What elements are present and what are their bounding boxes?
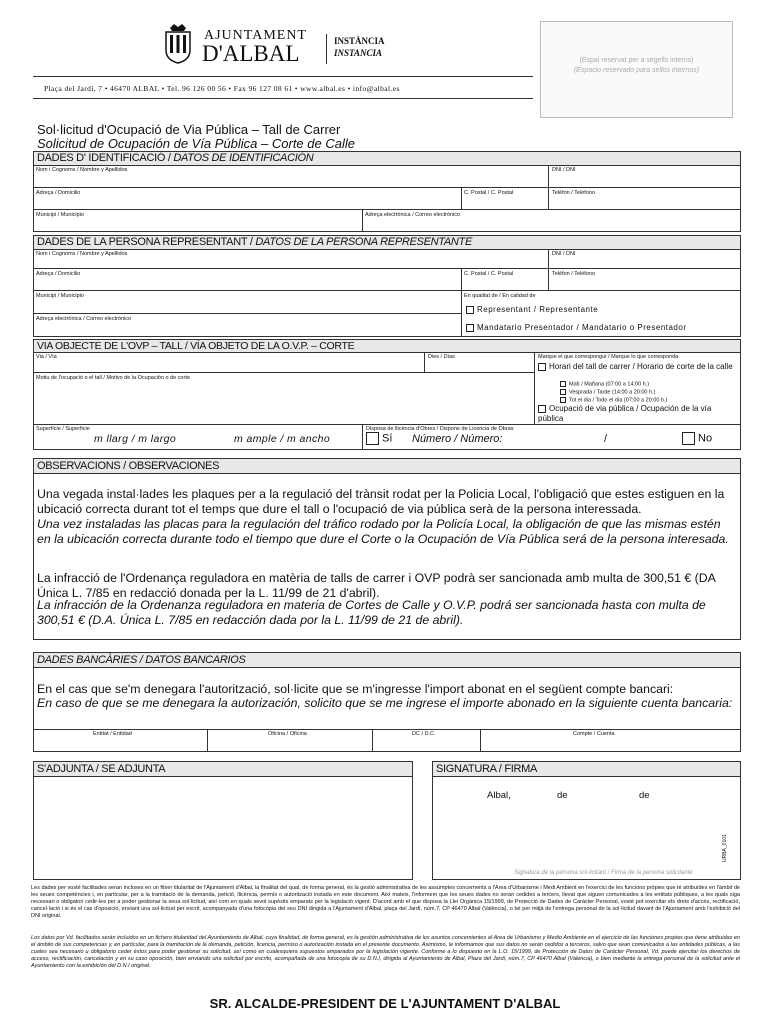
email-field[interactable]: Adreça electrònica / Correo electrónico (365, 212, 461, 218)
form-title-ca: Sol·licitud d'Ocupació de Via Pública – Tall de Carrer (37, 122, 341, 137)
option-morning[interactable]: Matí / Mañana (07:00 a 14:00 h.) (560, 381, 649, 387)
length-field[interactable]: m llarg / m largo (94, 433, 177, 445)
option-afternoon[interactable]: Vesprada / Tarde (14:00 a 20:00 h.) (560, 389, 655, 395)
grid-line (372, 729, 373, 752)
option-license-no[interactable]: No (682, 432, 712, 445)
address-rule (33, 76, 533, 77)
grid-line (461, 187, 462, 209)
name-field[interactable]: Nom i Cognoms / Nombre y Apellidos (36, 167, 128, 173)
legal-text-es: Los datos por Vd. facilitados serán incluidos en un fichero titularidad del Ayuntamiento de Albal, cuya finalidad, de forma general, es la gestión administrativa de los asuntos concernientes al Área de Urbanismo y Medio Ambiente en el ejercicio de las funciones propias que tiene atribuidas en el ámbito de sus competencias y, en particular, para la tramitación de la demanda, petición, licencia, permiso o autorización instada en el presente documento. Asimismo, le informamos que sus datos no serán cedidos a terceros, salvo que sean comunicados a las entidades públicas, a las cuales sea necesario u obligatorio ceder éstos para poder gestionar su solicitud, así como en cualesquiera supuestos amparados por la legislación vigente. Conforme a lo dispuesto en la L.O. 15/1999, de Protección de Datos de Carácter Personal, Vd. puede ejercitar los derechos de acceso, rectificación, cancelación y en su caso oposición, bien enviando una solicitud por escrito, acompañada de una fotocopia de su D.N.I, dirigida al Ayuntamiento de Albal, Plaza del Jardí, núm.7, CP 46470 Albal (Valencia), o bien mediante la entrega personal de la solicitud ante el Ayuntamiento con la exhibición del D.N.I original. (31, 935, 740, 969)
license-number-field[interactable]: Número / Número: (412, 433, 503, 445)
bank-dc-field[interactable]: DC / D.C. (412, 731, 436, 737)
rep-email-field[interactable]: Adreça electrònica / Correo electrónico (36, 316, 132, 322)
bank-entity-field[interactable]: Entitat / Entidad (93, 731, 132, 737)
grid-line (548, 165, 549, 209)
rep-capacity-label: En qualitat de / En calidad de (464, 293, 536, 299)
reason-field[interactable]: Motiu de l'ocupació o el tall / Motivo de la Ocupación o de corte (36, 375, 190, 381)
postal-code-field[interactable]: C. Postal / C. Postal (464, 190, 514, 196)
license-number-slash: / (604, 433, 608, 445)
phone-field[interactable]: Telèfon / Teléfono (552, 190, 596, 196)
attached-box[interactable] (33, 776, 413, 880)
grid-line (362, 424, 363, 450)
signature-place: Albal, (487, 790, 511, 801)
checkbox[interactable] (466, 324, 474, 332)
option-representant[interactable]: Representant / Representante (466, 305, 598, 314)
org-name-line1: AJUNTAMENT (204, 28, 307, 43)
street-field[interactable]: Via / Vía (36, 354, 57, 360)
instancia-es: INSTANCIA (334, 48, 383, 58)
section-signature-header: SIGNATURA / FIRMA (432, 761, 741, 777)
section-identification-header: DADES D' IDENTIFICACIÓ / DATOS DE IDENTIFICACIÓN (33, 151, 741, 166)
grid-line (207, 729, 208, 752)
option-all-day[interactable]: Tot el dia / Todo el día (07:00 a 20:00 h.) (560, 397, 667, 403)
municipality-field[interactable]: Municipi / Municipio (36, 212, 84, 218)
rep-municipality-field[interactable]: Municipi / Municipio (36, 293, 84, 299)
works-license-label: Disposa de llicència d'Obres / Dispone de Licencia de Obras (366, 426, 514, 432)
signature-date-de2: de (639, 790, 650, 801)
grid-line (33, 209, 741, 210)
form-title-es: Solicitud de Ocupación de Vía Pública – Corte de Calle (37, 136, 355, 151)
addressee: SR. ALCALDE-PRESIDENT DE L'AJUNTAMENT D'ALBAL (209, 996, 561, 1011)
surface-label: Superfície / Superficie (36, 426, 90, 432)
option-street-cut-schedule[interactable]: Horari del tall de carrer / Horario de corte de la calle (538, 362, 734, 372)
dni-field[interactable]: DNI / DNI (552, 167, 576, 173)
grid-line (33, 313, 461, 314)
bank-account-field[interactable]: Compte / Cuenta (573, 731, 615, 737)
stamp-note-es: (Espacio reservado para sellos internos) (573, 67, 700, 74)
bank-p-es: En caso de que se me denegara la autorización, solicito que se me ingrese el importe abonado en la siguiente cuenta bancaria: (37, 696, 733, 710)
grid-line (33, 187, 741, 188)
checkbox[interactable] (538, 363, 546, 371)
stamp-note-ca: (Espai reservat per a segells interns) (579, 57, 694, 64)
checkbox[interactable] (466, 306, 474, 314)
option-public-occupation[interactable]: Ocupació de via pública / Ocupación de la vía pública (538, 404, 712, 423)
instancia-ca: INSTÀNCIA (334, 36, 385, 46)
section-attached-header: S'ADJUNTA / SE ADJUNTA (33, 761, 413, 777)
grid-line (424, 352, 425, 372)
width-field[interactable]: m ample / m ancho (234, 433, 331, 445)
signature-box[interactable] (432, 776, 741, 880)
header-divider (326, 34, 327, 64)
observations-p1-es: Una vez instaladas las placas para la regulación del tráfico rodado por la Policía Local, la obligación de que las mismas estén en la ubicación correcta durante todo el tiempo que dure el Corte o la Ocupación de Vía Pública será de la persona interesada. (37, 517, 729, 546)
rep-postal-code-field[interactable]: C. Postal / C. Postal (464, 271, 514, 277)
section-observations-header: OBSERVACIONS / OBSERVACIONES (33, 458, 741, 474)
grid-line (362, 209, 363, 232)
observations-p2-es: La infracción de la Ordenanza reguladora en materia de Cortes de Calle y O.V.P. podrá ser sancionada hasta con multa de 300,51 € (D.A. Única L. 7/85 en redacción dada por la L. 11/99 de 21 de abril). (37, 598, 706, 627)
rep-dni-field[interactable]: DNI / DNI (552, 251, 576, 257)
grid-line (33, 729, 741, 730)
grid-line (33, 372, 534, 373)
option-mandatario[interactable]: Mandatario Presentador / Mandatario o Presentador (466, 323, 687, 332)
signature-note: Signatura de la persona sol·licitant / Firma de la persona solicitante (514, 870, 693, 876)
checkbox[interactable] (560, 381, 566, 387)
grid-line (534, 352, 535, 424)
checkbox[interactable] (682, 432, 695, 445)
identification-grid (33, 165, 741, 232)
org-name-line2: D'ALBAL (202, 41, 300, 66)
rep-phone-field[interactable]: Telèfon / Teléfono (552, 271, 596, 277)
mark-instruction: Marque el que correspongui / Marque lo que corresponda (538, 354, 679, 360)
section-representative-header: DADES DE LA PERSONA REPRESENTANT / DATOS DE LA PERSONA REPRESENTANTE (33, 235, 741, 250)
observations-p1-ca: Una vegada instal·lades les plaques per a la regulació del trànsit rodat per la Policia Local, l'obligació que estes estiguen en la ubicació correcta durant tot el temps que dure el tall o l'ocupació de via pública serà de la persona interessada. (37, 487, 725, 516)
address-field[interactable]: Adreça / Domicilio (36, 190, 81, 196)
checkbox[interactable] (538, 405, 546, 413)
grid-line (33, 424, 741, 425)
grid-line (480, 729, 481, 752)
municipal-logo (162, 22, 194, 64)
grid-line (33, 268, 741, 269)
section-bank-header: DADES BANCÀRIES / DATOS BANCARIOS (33, 652, 741, 668)
rep-name-field[interactable]: Nom i Cognoms / Nombre y Apellidos (36, 251, 128, 257)
bank-p-ca: En el cas que se'm denegara l'autorització, sol·licite que se m'ingresse l'import abonat en el següent compte bancari: (37, 682, 674, 696)
checkbox[interactable] (560, 397, 566, 403)
address-line: Plaça del Jardí, 7 • 46470 ALBAL • Tel. 96 126 00 56 • Fax 96 127 08 61 • www.albal.es • info@albal.es (44, 84, 400, 93)
bank-office-field[interactable]: Oficina / Oficina (268, 731, 307, 737)
option-license-yes[interactable]: Sí (366, 432, 392, 445)
grid-line (33, 290, 741, 291)
rep-address-field[interactable]: Adreça / Domicilio (36, 271, 81, 277)
stamp-area (540, 21, 733, 118)
legal-text-ca: Les dades per vosté facilitades seran incloses en un fitxer titularitat de l'Ajuntament d'Albal, la finalitat del qual, de forma general, és la gestió administrativa de les assumptes concernents a l'Àrea d'Urbanisme i Medi Ambient en l'exercici de les funcions pròpies que té atribuïdes en l'àmbit de les seues competències i, en particular, per a la tramitació de la demanda, petició, llicència, permís o autorització instada en este document. Així mateix, l'informem que les seues dades no seran cedides a tercers, llevat que siguen comunicades a les entitats públiques, a les quals siga necessari o obligatori cedir-les per a poder gestionar la seua sol·licitud, així com en quals sevol supòsits emparats per la legislació vigent. D'acord amb el que disposa la Llei Orgànica 15/1999, de Protecció de Dades de Caràcter Personal, vosté pot exercitar els drets d'accés, rectificació, cancel·lació i si és el cas d'oposició, enviant una sol·licitud per escrit, acompanyada d'una fotocòpia del seu DNI dirigida a l'Ajuntament d'Albal, plaça del Jardí, núm.7, CP 46470 Albal (València), o bé per mitjà de l'entrega personal de la sol·licitud davant de l'Ajuntament amb l'exhibició del DNI original. (31, 885, 740, 919)
grid-line (461, 268, 462, 337)
section-street-header: VIA OBJECTE DE L'OVP – TALL / VÍA OBJETO DE LA O.V.P. – CORTE (33, 339, 741, 353)
checkbox[interactable] (560, 389, 566, 395)
form-code: URBA_0101 (722, 834, 728, 862)
grid-line (548, 249, 549, 290)
address-rule-bottom (33, 98, 533, 99)
checkbox[interactable] (366, 432, 379, 445)
observations-p2-ca: La infracció de l'Ordenança reguladora en matèria de talls de carrer i OVP podrà ser sancionada amb multa de 300,51 € (DA Única L. 7/85 en redacció donada per la L. 11/99 de 21 d'abril). (37, 571, 716, 600)
days-field[interactable]: Dies / Días (428, 354, 455, 360)
signature-date-de1: de (557, 790, 568, 801)
